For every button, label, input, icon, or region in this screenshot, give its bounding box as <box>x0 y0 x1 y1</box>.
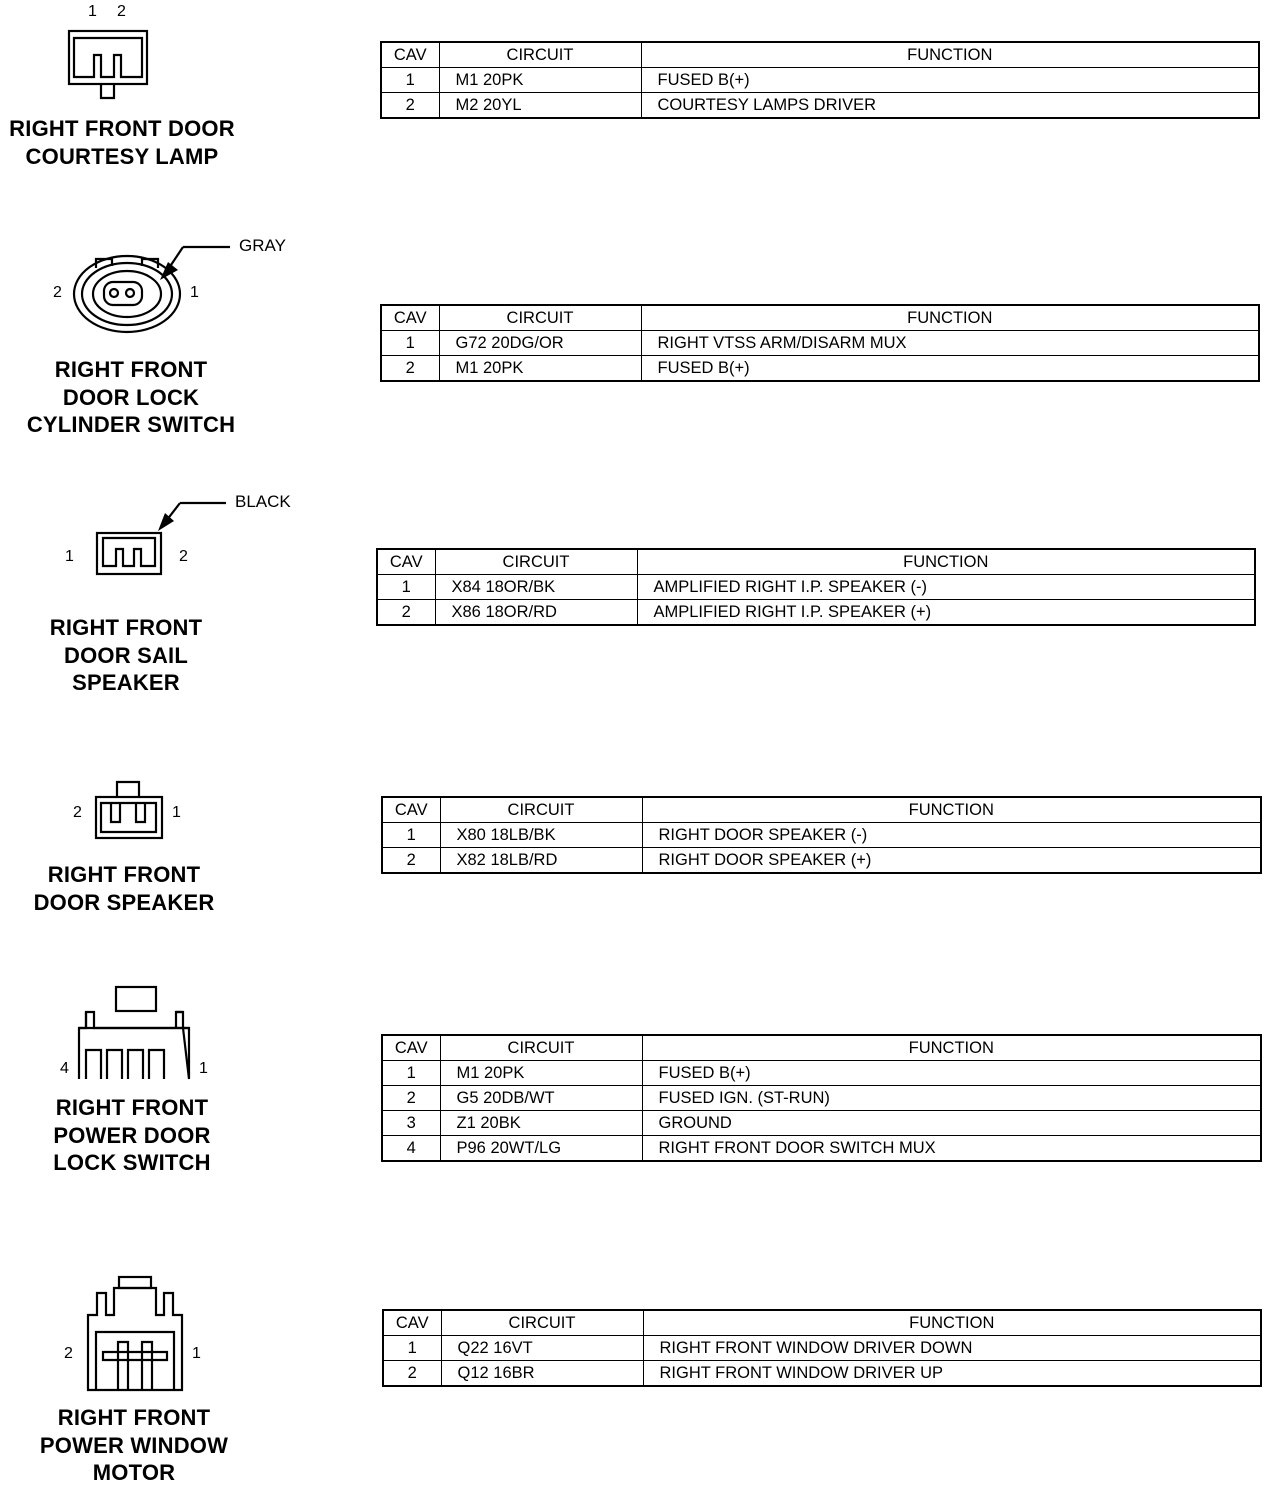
circuit-cell: G72 20DG/OR <box>439 331 641 356</box>
cav-cell: 1 <box>383 1336 441 1361</box>
cav-cell: 1 <box>382 823 440 848</box>
table-row <box>382 848 1261 874</box>
circuit-cell: P96 20WT/LG <box>440 1136 642 1162</box>
cav-cell: 2 <box>382 848 440 874</box>
circuit-cell: M1 20PK <box>439 68 641 93</box>
column-header: CIRCUIT <box>439 305 641 331</box>
function-cell: FUSED IGN. (ST-RUN) <box>642 1086 1261 1111</box>
table-header-row <box>382 797 1261 823</box>
table-row <box>383 1361 1261 1387</box>
function-cell: RIGHT DOOR SPEAKER (+) <box>642 848 1261 874</box>
pin-label: 2 <box>73 804 82 821</box>
pin-label: 1 <box>199 1060 208 1077</box>
cav-cell: 2 <box>381 93 439 119</box>
circuit-cell: X86 18OR/RD <box>435 600 637 626</box>
connector-title: RIGHT FRONT DOOR LOCK CYLINDER SWITCH <box>26 357 236 437</box>
column-header: FUNCTION <box>637 549 1255 575</box>
cav-cell: 4 <box>382 1136 440 1162</box>
pin-label: 2 <box>117 3 126 20</box>
column-header: FUNCTION <box>641 305 1259 331</box>
circuit-cell: X80 18LB/BK <box>440 823 642 848</box>
connector-title: RIGHT FRONT DOOR SPEAKER <box>33 862 215 915</box>
pin-label: 1 <box>190 284 199 301</box>
column-header: CIRCUIT <box>435 549 637 575</box>
pin-table <box>381 796 1262 874</box>
column-header: CAV <box>381 305 439 331</box>
function-cell: RIGHT FRONT DOOR SWITCH MUX <box>642 1136 1261 1162</box>
circuit-cell: X84 18OR/BK <box>435 575 637 600</box>
circuit-cell: M1 20PK <box>440 1061 642 1086</box>
circuit-cell: X82 18LB/RD <box>440 848 642 874</box>
pin-label: 1 <box>192 1345 201 1362</box>
color-label: GRAY <box>239 236 286 255</box>
connector-title: RIGHT FRONT POWER WINDOW MOTOR <box>39 1405 229 1485</box>
pin-table <box>376 548 1256 626</box>
cav-cell: 1 <box>381 331 439 356</box>
function-cell: RIGHT DOOR SPEAKER (-) <box>642 823 1261 848</box>
circuit-cell: Q12 16BR <box>441 1361 643 1387</box>
table-row <box>382 1136 1261 1162</box>
table-row <box>377 575 1255 600</box>
cav-cell: 2 <box>377 600 435 626</box>
cav-cell: 2 <box>382 1086 440 1111</box>
function-cell: GROUND <box>642 1111 1261 1136</box>
column-header: CAV <box>382 1035 440 1061</box>
power-window-motor-connector-icon <box>0 0 300 1400</box>
cav-cell: 2 <box>383 1361 441 1387</box>
column-header: CAV <box>377 549 435 575</box>
cav-cell: 1 <box>381 68 439 93</box>
connector-title: RIGHT FRONT DOOR COURTESY LAMP <box>9 116 235 169</box>
connector-title: RIGHT FRONT DOOR SAIL SPEAKER <box>49 615 203 695</box>
table-row <box>381 93 1259 119</box>
function-cell: RIGHT VTSS ARM/DISARM MUX <box>641 331 1259 356</box>
circuit-cell: Z1 20BK <box>440 1111 642 1136</box>
table-header-row <box>377 549 1255 575</box>
pin-label: 2 <box>64 1345 73 1362</box>
table-header-row <box>382 1035 1261 1061</box>
function-cell: FUSED B(+) <box>642 1061 1261 1086</box>
function-cell: AMPLIFIED RIGHT I.P. SPEAKER (-) <box>637 575 1255 600</box>
column-header: CIRCUIT <box>441 1310 643 1336</box>
table-row <box>377 600 1255 626</box>
table-row <box>381 356 1259 382</box>
circuit-cell: Q22 16VT <box>441 1336 643 1361</box>
column-header: CAV <box>383 1310 441 1336</box>
connector-title: RIGHT FRONT POWER DOOR LOCK SWITCH <box>53 1095 211 1175</box>
pin-label: 4 <box>60 1060 69 1077</box>
color-label: BLACK <box>235 492 291 511</box>
column-header: FUNCTION <box>641 42 1259 68</box>
column-header: FUNCTION <box>643 1310 1261 1336</box>
pin-label: 1 <box>172 804 181 821</box>
cav-cell: 3 <box>382 1111 440 1136</box>
circuit-cell: M2 20YL <box>439 93 641 119</box>
table-header-row <box>381 305 1259 331</box>
circuit-cell: G5 20DB/WT <box>440 1086 642 1111</box>
pin-table <box>382 1309 1262 1387</box>
pin-label: 2 <box>53 284 62 301</box>
column-header: FUNCTION <box>642 797 1261 823</box>
column-header: CIRCUIT <box>439 42 641 68</box>
function-cell: RIGHT FRONT WINDOW DRIVER DOWN <box>643 1336 1261 1361</box>
pin-table <box>380 304 1260 382</box>
table-header-row <box>383 1310 1261 1336</box>
pin-label: 1 <box>65 548 74 565</box>
function-cell: FUSED B(+) <box>641 356 1259 382</box>
table-row <box>381 331 1259 356</box>
pin-table <box>381 1034 1262 1162</box>
cav-cell: 2 <box>381 356 439 382</box>
table-header-row <box>381 42 1259 68</box>
table-row <box>382 1086 1261 1111</box>
function-cell: FUSED B(+) <box>641 68 1259 93</box>
table-row <box>382 1111 1261 1136</box>
circuit-cell: M1 20PK <box>439 356 641 382</box>
table-row <box>381 68 1259 93</box>
table-row <box>382 1061 1261 1086</box>
table-row <box>383 1336 1261 1361</box>
column-header: CIRCUIT <box>440 1035 642 1061</box>
column-header: CIRCUIT <box>440 797 642 823</box>
pin-label: 1 <box>88 3 97 20</box>
table-row <box>382 823 1261 848</box>
pin-label: 2 <box>179 548 188 565</box>
column-header: CAV <box>381 42 439 68</box>
column-header: CAV <box>382 797 440 823</box>
function-cell: AMPLIFIED RIGHT I.P. SPEAKER (+) <box>637 600 1255 626</box>
cav-cell: 1 <box>382 1061 440 1086</box>
pin-table <box>380 41 1260 119</box>
column-header: FUNCTION <box>642 1035 1261 1061</box>
function-cell: COURTESY LAMPS DRIVER <box>641 93 1259 119</box>
function-cell: RIGHT FRONT WINDOW DRIVER UP <box>643 1361 1261 1387</box>
cav-cell: 1 <box>377 575 435 600</box>
